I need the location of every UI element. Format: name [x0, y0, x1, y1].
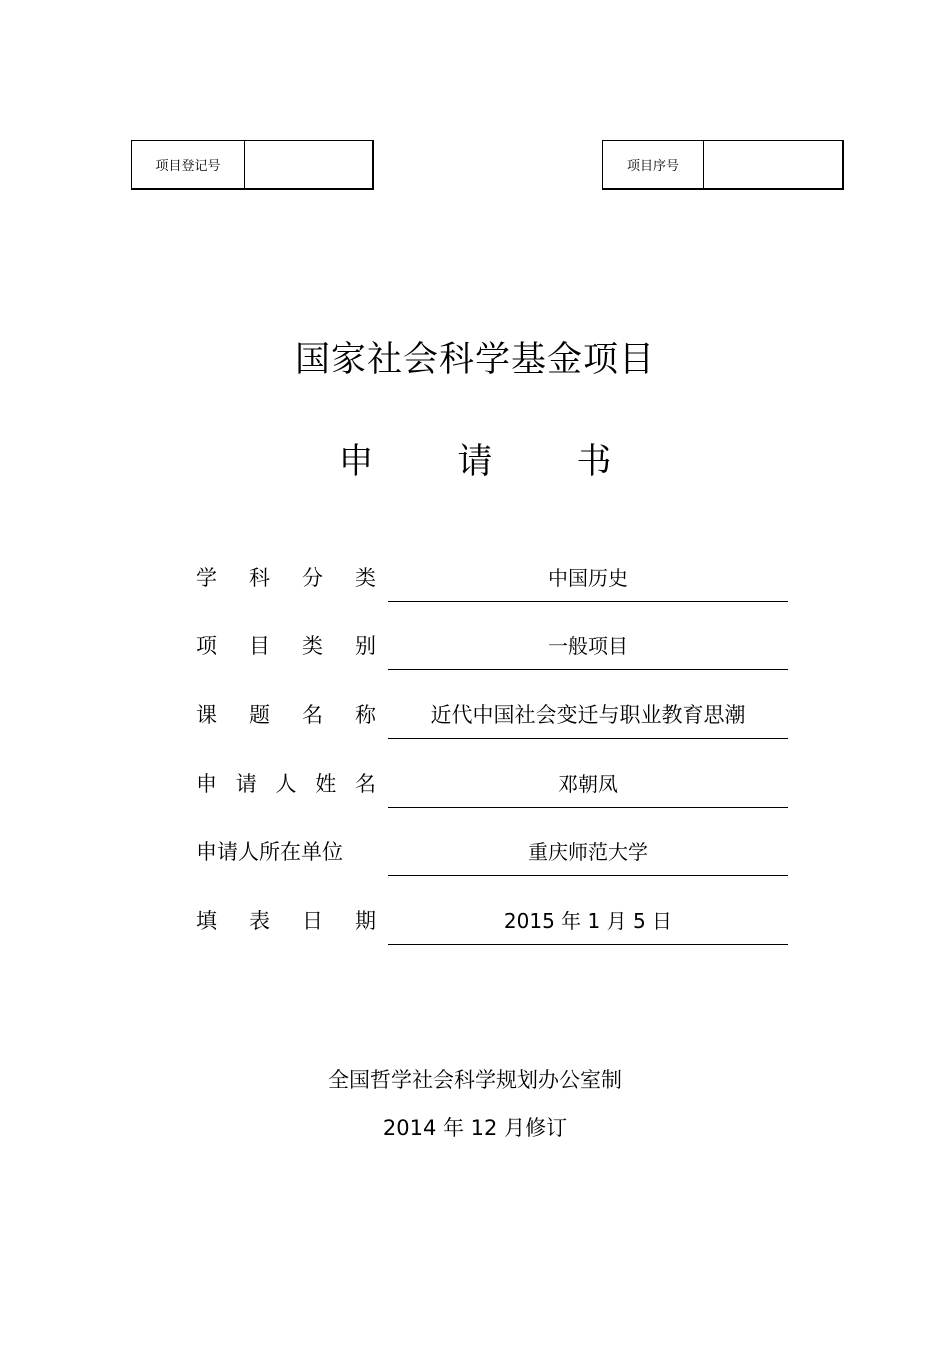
label-char: 项 — [196, 634, 217, 658]
registration-number-field[interactable] — [245, 141, 372, 188]
field-value[interactable]: 2015 年 1 月 5 日 — [503, 909, 673, 933]
underline — [388, 669, 788, 670]
label-char: 学 — [196, 566, 217, 590]
registration-number-label: 项目登记号 — [132, 141, 245, 188]
footer-revision: 2014 年 12 月修订 — [382, 1116, 568, 1140]
label-char: 称 — [355, 703, 376, 727]
field-row-applicant — [196, 768, 788, 808]
label-char: 类 — [302, 634, 323, 658]
label-char: 类 — [355, 566, 376, 590]
label-char: 科 — [249, 566, 270, 590]
sequence-number-label: 项目序号 — [603, 141, 704, 188]
field-label — [196, 562, 376, 592]
field-row-date — [196, 905, 788, 945]
field-row-topic — [196, 699, 788, 739]
underline — [388, 601, 788, 602]
label-char: 期 — [355, 909, 376, 933]
subtitle-char: 申 — [338, 442, 374, 482]
label-char: 日 — [302, 909, 323, 933]
field-label — [196, 768, 376, 798]
underline — [388, 807, 788, 808]
subtitle-char: 请 — [457, 442, 493, 482]
registration-number-box — [131, 140, 374, 190]
label-char: 姓 — [315, 772, 337, 796]
document-subtitle — [0, 434, 950, 484]
label-char: 别 — [355, 634, 376, 658]
label-char: 课 — [196, 703, 217, 727]
sequence-number-field[interactable] — [704, 141, 842, 188]
label-char: 名 — [355, 772, 376, 796]
label-char: 人 — [275, 772, 297, 796]
field-value[interactable]: 近代中国社会变迁与职业教育思潮 — [430, 703, 746, 727]
label-char: 填 — [196, 909, 217, 933]
label-char: 分 — [302, 566, 323, 590]
underline — [388, 944, 788, 945]
underline — [388, 738, 788, 739]
field-row-discipline — [196, 562, 788, 602]
field-value[interactable]: 邓朝凤 — [558, 772, 618, 796]
field-row-institution — [196, 836, 788, 876]
sequence-number-box — [602, 140, 844, 190]
footer-organization: 全国哲学社会科学规划办公室制 — [328, 1068, 622, 1092]
field-label — [196, 905, 376, 935]
label-char: 表 — [249, 909, 270, 933]
field-value[interactable]: 一般项目 — [548, 634, 628, 658]
label-char: 题 — [249, 703, 270, 727]
field-label — [196, 630, 376, 660]
field-value[interactable]: 重庆师范大学 — [528, 840, 648, 864]
field-row-project-type — [196, 630, 788, 670]
field-label — [196, 836, 376, 866]
label-text: 申请人所在单位 — [196, 840, 343, 864]
underline — [388, 875, 788, 876]
subtitle-char: 书 — [576, 442, 612, 482]
label-char: 名 — [302, 703, 323, 727]
field-value[interactable]: 中国历史 — [548, 566, 628, 590]
field-label — [196, 699, 376, 729]
label-char: 申 — [196, 772, 217, 796]
label-char: 请 — [235, 772, 257, 796]
label-char: 目 — [249, 634, 270, 658]
document-title: 国家社会科学基金项目 — [294, 340, 655, 380]
